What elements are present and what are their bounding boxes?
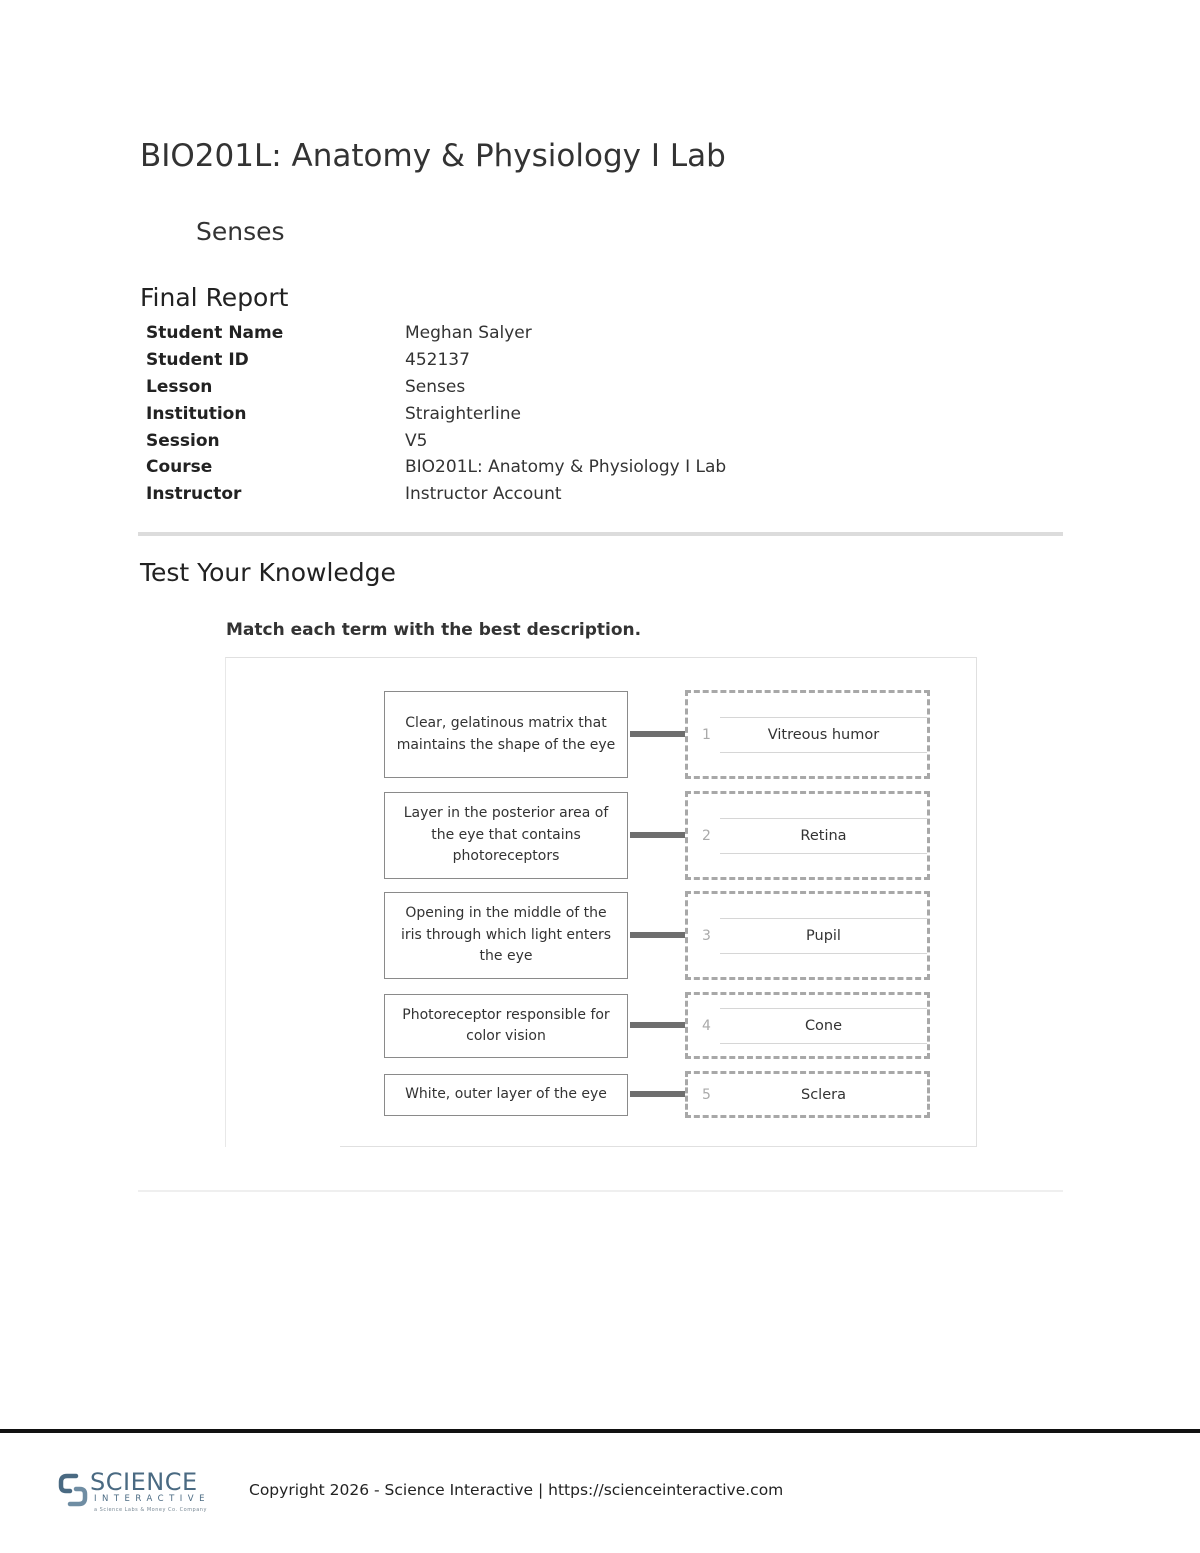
description-box[interactable]: Photoreceptor responsible for color vision (384, 994, 628, 1058)
info-row-instructor (140, 481, 732, 508)
term-number: 3 (702, 927, 711, 944)
info-value: V5 (405, 430, 428, 451)
logo-tagline: a Science Labs & Money Co. Company (94, 1507, 207, 1513)
match-connector (630, 731, 686, 737)
term-number: 2 (702, 827, 711, 844)
info-row-student-name (140, 320, 732, 347)
final-report-heading: Final Report (140, 283, 289, 312)
match-connector (630, 1022, 686, 1028)
info-value: Meghan Salyer (405, 323, 532, 344)
info-label: Lesson (146, 376, 213, 397)
description-box[interactable]: White, outer layer of the eye (384, 1074, 628, 1116)
student-info-table (140, 320, 732, 508)
info-row-course (140, 454, 732, 481)
term-label: Vitreous humor (767, 726, 880, 743)
logo-wordmark: SCIENCE (90, 1468, 198, 1496)
info-value: Straighterline (405, 403, 521, 424)
info-value: Instructor Account (405, 484, 562, 505)
match-connector (630, 1091, 686, 1097)
term-label: Retina (800, 827, 847, 844)
term-drop-zone[interactable] (685, 992, 930, 1059)
term-label: Sclera (801, 1086, 846, 1103)
term-label: Pupil (806, 927, 841, 944)
term-drop-zone[interactable] (685, 690, 930, 779)
info-label: Student Name (146, 323, 284, 344)
info-label: Course (146, 457, 213, 478)
copyright-text: Copyright 2026 - Science Interactive | https://scienceinteractive.com (249, 1481, 784, 1499)
match-connector (630, 932, 686, 938)
info-row-lesson (140, 374, 732, 401)
info-label: Instructor (146, 484, 242, 505)
description-box[interactable]: Clear, gelatinous matrix that maintains the shape of the eye (384, 691, 628, 778)
science-interactive-logo-icon (58, 1472, 88, 1508)
info-value: Senses (405, 376, 466, 397)
description-box[interactable]: Layer in the posterior area of the eye that contains photoreceptors (384, 792, 628, 879)
course-title: BIO201L: Anatomy & Physiology I Lab (140, 138, 726, 174)
test-your-knowledge-heading: Test Your Knowledge (140, 558, 396, 587)
quiz-prompt: Match each term with the best description. (226, 620, 642, 640)
section-divider (138, 1190, 1063, 1192)
term-drop-zone[interactable] (685, 791, 930, 880)
info-label: Institution (146, 403, 247, 424)
info-label: Session (146, 430, 220, 451)
match-connector (630, 832, 686, 838)
lesson-title: Senses (196, 217, 285, 246)
term-number: 1 (702, 726, 711, 743)
science-interactive-logo (58, 1468, 208, 1516)
logo-subtitle: INTERACTIVE (94, 1494, 210, 1504)
info-label: Student ID (146, 350, 249, 371)
info-row-session (140, 427, 732, 454)
info-value: BIO201L: Anatomy & Physiology I Lab (405, 457, 727, 478)
info-row-institution (140, 400, 732, 427)
info-value: 452137 (405, 350, 470, 371)
info-row-student-id (140, 347, 732, 374)
description-box[interactable]: Opening in the middle of the iris through which light enters the eye (384, 892, 628, 979)
section-divider (138, 532, 1063, 536)
term-label: Cone (804, 1017, 843, 1034)
term-drop-zone[interactable] (685, 891, 930, 980)
term-number: 5 (702, 1086, 711, 1103)
term-drop-zone[interactable] (685, 1071, 930, 1118)
term-number: 4 (702, 1017, 711, 1034)
footer-rule (0, 1429, 1200, 1433)
matching-panel-border (340, 1146, 976, 1147)
